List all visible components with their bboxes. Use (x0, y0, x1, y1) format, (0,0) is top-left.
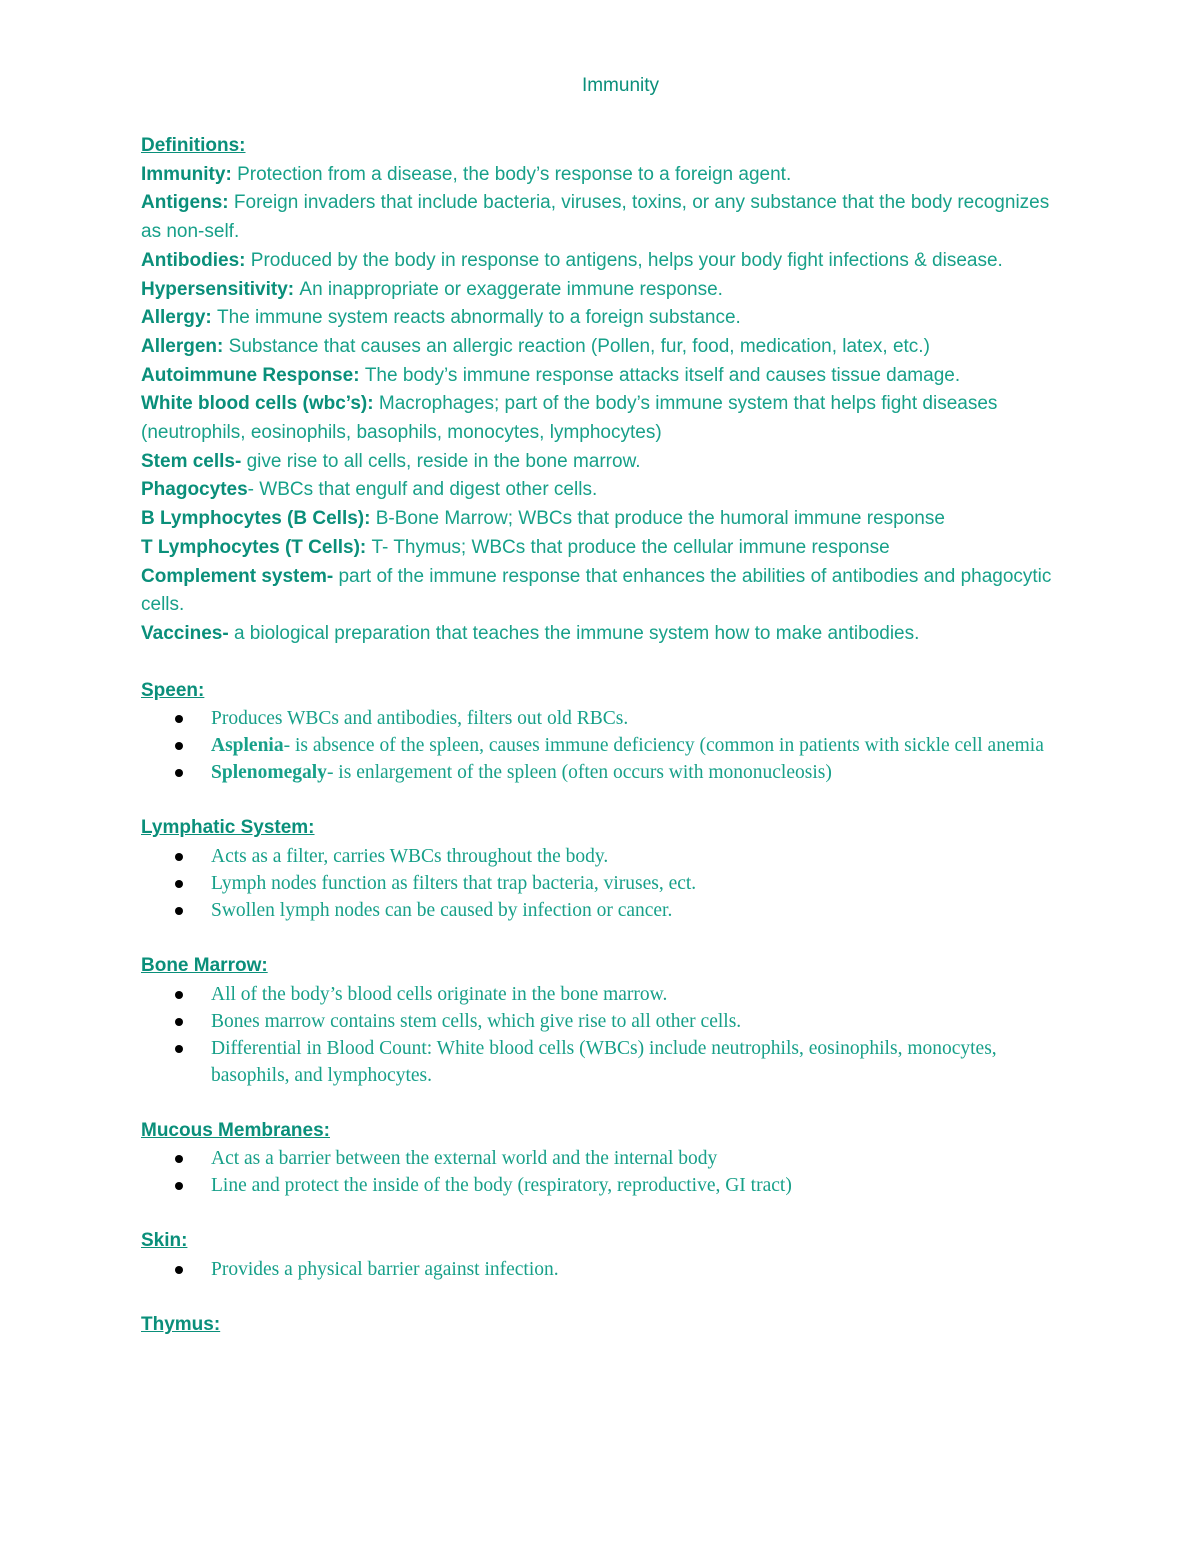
bullet-icon (175, 880, 183, 888)
bullet-icon (175, 1155, 183, 1163)
bullet-text: Produces WBCs and antibodies, filters out old RBCs. (211, 708, 629, 730)
definition-text: a biological preparation that teaches the immune system how to make antibodies. (233, 622, 920, 644)
section-skin (141, 1227, 1070, 1283)
bullet-icon (175, 1045, 183, 1053)
definition-text: Macrophages; part of the body’s immune system that helps fight diseases (neutrophils, eosinophils, basophils, monocytes, lymphocytes) (141, 393, 998, 444)
section-mucous-membranes (141, 1117, 1070, 1200)
definition-text: Protection from a disease, the body’s response to a foreign agent. (237, 163, 792, 185)
section-heading: Speen: (141, 679, 205, 701)
bullet-term: Splenomegaly (211, 762, 327, 784)
definition-autoimmune-response (141, 362, 1070, 391)
definition-b-lymphocytes-b-cells (141, 505, 1070, 534)
bullet-text: Swollen lymph nodes can be caused by infection or cancer. (211, 900, 673, 922)
definition-separator: : (222, 192, 234, 214)
definition-antigens (141, 189, 1070, 246)
bullet-term: Asplenia (211, 735, 284, 757)
definition-t-lymphocytes-t-cells (141, 534, 1070, 563)
definition-immunity (141, 161, 1070, 190)
definition-text: An inappropriate or exaggerate immune response. (299, 278, 723, 300)
section-heading: Thymus: (141, 1314, 221, 1336)
definition-text: T- Thymus; WBCs that produce the cellular immune response (371, 536, 890, 558)
bullet-icon (175, 742, 183, 750)
bullet-icon (175, 991, 183, 999)
definition-vaccines (141, 620, 1070, 649)
list-item (211, 843, 1070, 870)
bullet-icon (175, 715, 183, 723)
list-item (211, 870, 1070, 897)
bullet-icon (175, 1182, 183, 1190)
definition-term: Antigens (141, 192, 223, 214)
list-item (211, 1035, 1070, 1089)
definition-stem-cells (141, 448, 1070, 477)
definition-text: - WBCs that engulf and digest other cells. (247, 479, 598, 501)
definition-phagocytes (141, 476, 1070, 505)
bullet-list (141, 843, 1070, 924)
definition-text: give rise to all cells, reside in the bone marrow. (246, 450, 641, 472)
section-heading: Skin: (141, 1230, 188, 1252)
definition-term: White blood cells (wbc’s): (141, 393, 374, 415)
definition-complement-system (141, 563, 1070, 620)
definition-separator: : (239, 249, 251, 271)
bullet-icon (175, 1018, 183, 1026)
definition-hypersensitivity (141, 276, 1070, 305)
definitions-heading: Definitions: (141, 135, 246, 156)
bullet-list (141, 1256, 1070, 1283)
bullet-text: Bones marrow contains stem cells, which give rise to all other cells. (211, 1010, 742, 1032)
list-item (211, 1008, 1070, 1035)
bullet-text: Acts as a filter, carries WBCs throughout the body. (211, 846, 609, 868)
definition-term: B Lymphocytes (B Cells): (141, 508, 371, 530)
definitions-list (141, 161, 1070, 649)
bullet-text: Lymph nodes function as filters that trap bacteria, viruses, ect. (211, 873, 697, 895)
definition-term: Vaccines- (141, 622, 229, 644)
bullet-text: Provides a physical barrier against infection. (211, 1259, 559, 1281)
definition-text: The body’s immune response attacks itself and causes tissue damage. (364, 364, 961, 386)
list-item (211, 897, 1070, 924)
definition-antibodies (141, 247, 1070, 276)
definitions-section (141, 132, 1070, 649)
bullet-text: - is enlargement of the spleen (often occurs with mononucleosis) (326, 762, 832, 784)
bullet-list (141, 705, 1070, 786)
definition-separator: : (225, 163, 238, 185)
bullet-text: Differential in Blood Count: White blood cells (WBCs) include neutrophils, eosinophils, monocytes, basophils, and lymphocytes. (211, 1037, 997, 1086)
section-heading: Lymphatic System: (141, 817, 315, 839)
definition-text: B-Bone Marrow; WBCs that produce the humoral immune response (375, 508, 945, 530)
definition-text: The immune system reacts abnormally to a foreign substance. (217, 307, 741, 329)
definition-term: Immunity (141, 163, 226, 185)
list-item (211, 1145, 1070, 1172)
bullet-icon (175, 907, 183, 915)
definition-term: Phagocytes (141, 479, 248, 501)
definition-term: Allergen: (141, 335, 224, 357)
section-speen (141, 677, 1070, 787)
definition-term: T Lymphocytes (T Cells): (141, 536, 367, 558)
section-thymus (141, 1311, 1070, 1340)
definition-text: Substance that causes an allergic reaction (Pollen, fur, food, medication, latex, etc.) (228, 335, 930, 357)
definition-text: Foreign invaders that include bacteria, viruses, toxins, or any substance that the body recognizes as non-self. (141, 192, 1050, 243)
bullet-icon (175, 1266, 183, 1274)
section-lymphatic-system (141, 814, 1070, 924)
section-heading: Mucous Membranes: (141, 1119, 330, 1141)
section-heading: Bone Marrow: (141, 955, 268, 977)
definition-allergy (141, 304, 1070, 333)
bullet-icon (175, 769, 183, 777)
bullet-icon (175, 853, 183, 861)
section-bone-marrow (141, 952, 1070, 1089)
list-item (211, 1256, 1070, 1283)
list-item (211, 732, 1070, 759)
document-title: Immunity (581, 75, 660, 96)
list-item (211, 705, 1070, 732)
bullet-list (141, 1145, 1070, 1199)
definition-term: Hypersensitivity: (141, 278, 295, 300)
list-item (211, 1172, 1070, 1199)
definition-term: Complement system- (141, 565, 334, 587)
sections-container (141, 677, 1070, 1340)
definition-text: part of the immune response that enhances the abilities of antibodies and phagocytic cells. (141, 565, 1052, 616)
definition-white-blood-cells-wbc-s (141, 390, 1070, 447)
definition-allergen (141, 333, 1070, 362)
bullet-text: All of the body’s blood cells originate in the bone marrow. (211, 983, 668, 1005)
bullet-text: Line and protect the inside of the body (respiratory, reproductive, GI tract) (211, 1175, 792, 1197)
bullet-text: Act as a barrier between the external world and the internal body (211, 1148, 718, 1170)
bullet-list (141, 981, 1070, 1089)
definition-text: Produced by the body in response to antigens, helps your body fight infections & disease. (250, 249, 1003, 271)
definition-term: Stem cells- (141, 450, 242, 472)
list-item (211, 981, 1070, 1008)
bullet-text: - is absence of the spleen, causes immune deficiency (common in patients with sickle cell anemia (283, 735, 1044, 757)
definition-term: Antibodies (141, 249, 240, 271)
list-item (211, 759, 1070, 786)
definition-term: Autoimmune Response: (141, 364, 360, 386)
definition-term: Allergy: (141, 307, 212, 329)
